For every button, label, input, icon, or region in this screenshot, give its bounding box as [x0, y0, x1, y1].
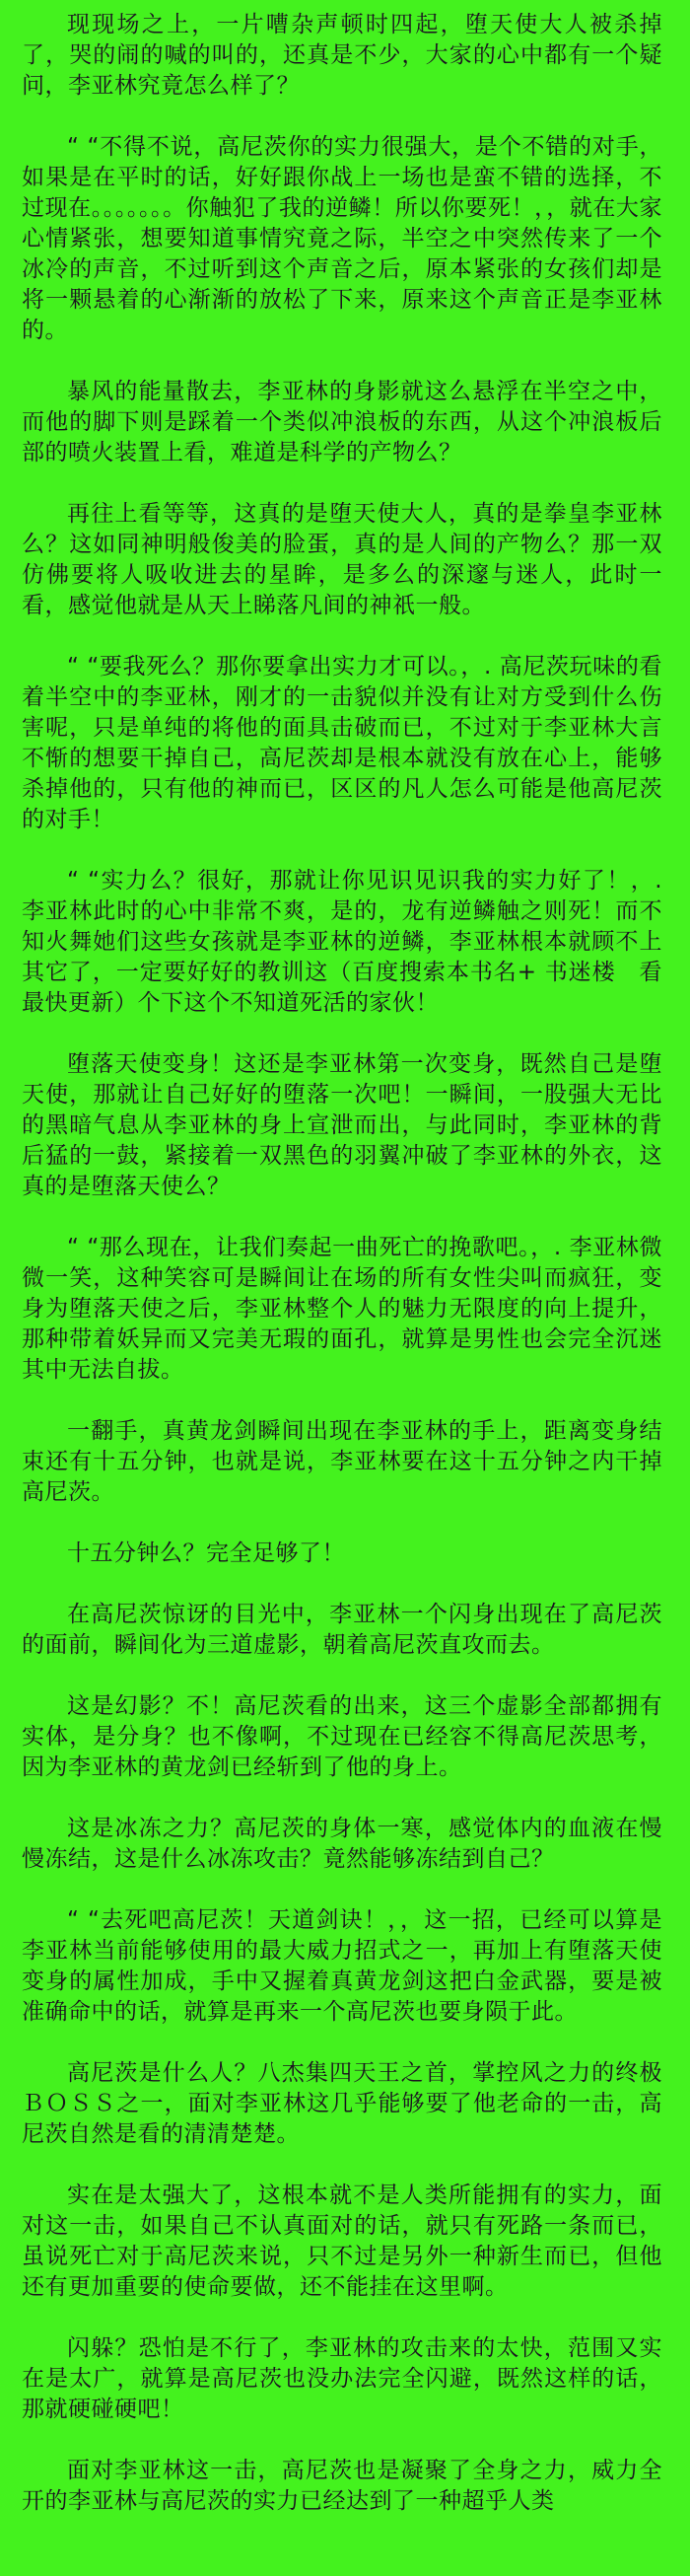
- paragraph: 暴风的能量散去，李亚林的身影就这么悬浮在半空之中，而他的脚下则是踩着一个类似冲浪板的东西，从这个冲浪板后部的喷火装置上看，难道是科学的产物么？: [22, 379, 662, 465]
- paragraph: 十五分钟么？完全足够了！: [67, 1540, 345, 1566]
- paragraph: “ “要我死么？那你要拿出实力才可以。，. 高尼茨玩味的看着半空中的李亚林，刚才的一击貌似并没有让对方受到什么伤害呢，只是单纯的将他的面具击破而已，不过对于李亚林大言不惭的想要干掉自己，高尼茨却是根本就没有放在心上，能够杀掉他的，只有他的神而已，区区的凡人怎么可能是他高尼茨的对手！: [22, 654, 662, 832]
- paragraph: 在高尼茨惊讶的目光中，李亚林一个闪身出现在了高尼茨的面前，瞬间化为三道虚影，朝着高尼茨直攻而去。: [22, 1602, 662, 1658]
- paragraph: “ “那么现在，让我们奏起一曲死亡的挽歌吧。，. 李亚林微微一笑，这种笑容可是瞬间让在场的所有女性尖叫而疯狂，变身为堕落天使之后，李亚林整个人的魅力无限度的向上提升，那种带着妖异而又完美无瑕的面孔，就算是男性也会完全沉迷其中无法自拔。: [22, 1235, 662, 1383]
- paragraph: 一翻手，真黄龙剑瞬间出现在李亚林的手上，距离变身结束还有十五分钟，也就是说，李亚林要在这十五分钟之内干掉高尼茨。: [22, 1418, 662, 1505]
- paragraph: 面对李亚林这一击，高尼茨也是凝聚了全身之力，威力全开的李亚林与高尼茨的实力已经达到了一种超乎人类: [22, 2458, 662, 2514]
- paragraph: “ “实力么？很好，那就让你见识见识我的实力好了！，. 李亚林此时的心中非常不爽，是的，龙有逆鳞触之则死！而不知火舞她们这些女孩就是李亚林的逆鳞，李亚林根本就顾不上其它了，一定要好好的教训这（百度搜索本书名+ 书迷楼 看最快更新）个下这个不知道死活的家伙！: [22, 868, 662, 1016]
- paragraph: 现现场之上，一片嘈杂声顿时四起，堕天使大人被杀掉了，哭的闹的喊的叫的，还真是不少，大家的心中都有一个疑问，李亚林究竟怎么样了？: [22, 12, 662, 99]
- paragraph: “ “去死吧高尼茨！天道剑诀！，，这一招，已经可以算是李亚林当前能够使用的最大威力招式之一，再加上有堕落天使变身的属性加成，手中又握着真黄龙剑这把白金武器，要是被准确命中的话，就算是再来一个高尼茨也要身陨于此。: [22, 1907, 662, 2025]
- paragraph: 高尼茨是什么人？八杰集四天王之首，掌控风之力的终极ＢＯＳＳ之一，面对李亚林这几乎能够要了他老命的一击，高尼茨自然是看的清清楚楚。: [22, 2060, 662, 2147]
- paragraph: 实在是太强大了，这根本就不是人类所能拥有的实力，面对这一击，如果自己不认真面对的话，就只有死路一条而已，虽说死亡对于高尼茨来说，只不过是另外一种新生而已，但他还有更加重要的使命要做，还不能挂在这里啊。: [22, 2182, 662, 2300]
- paragraph: 这是冰冻之力？高尼茨的身体一寒，感觉体内的血液在慢慢冻结，这是什么冰冻攻击？竟然能够冻结到自己？: [22, 1816, 662, 1872]
- paragraph: “ “不得不说，高尼茨你的实力很强大，是个不错的对手，如果是在平时的话，好好跟你战上一场也是蛮不错的选择，不过现在。。。。。。。你触犯了我的逆鳞！所以你要死！，，就在大家心情紧张，想要知道事情究竟之际，半空之中突然传来了一个冰冷的声音，不过听到这个声音之后，原本紧张的女孩们却是将一颗悬着的心渐渐的放松了下来，原来这个声音正是李亚林的。: [22, 134, 662, 343]
- paragraph: 再往上看等等，这真的是堕天使大人，真的是拳皇李亚林么？这如同神明般俊美的脸蛋，真的是人间的产物么？那一双仿佛要将人吸收进去的星眸，是多么的深邃与迷人，此时一看，感觉他就是从天上睇落凡间的神祇一般。: [22, 501, 662, 618]
- paragraph: 这是幻影？不！高尼茨看的出来，这三个虚影全部都拥有实体，是分身？也不像啊，不过现在已经容不得高尼茨思考，因为李亚林的黄龙剑已经斩到了他的身上。: [22, 1693, 662, 1780]
- paragraph: 闪躲？恐怕是不行了，李亚林的攻击来的太快，范围又实在是太广，就算是高尼茨也没办法完全闪避，既然这样的话，那就硬碰硬吧！: [22, 2335, 662, 2422]
- paragraph: 堕落天使变身！这还是李亚林第一次变身，既然自己是堕天使，那就让自己好好的堕落一次吧！一瞬间，一股强大无比的黑暗气息从李亚林的身上宣泄而出，与此同时，李亚林的背后猛的一鼓，紧接着一双黑色的羽翼冲破了李亚林的外衣，这真的是堕落天使么？: [22, 1051, 662, 1199]
